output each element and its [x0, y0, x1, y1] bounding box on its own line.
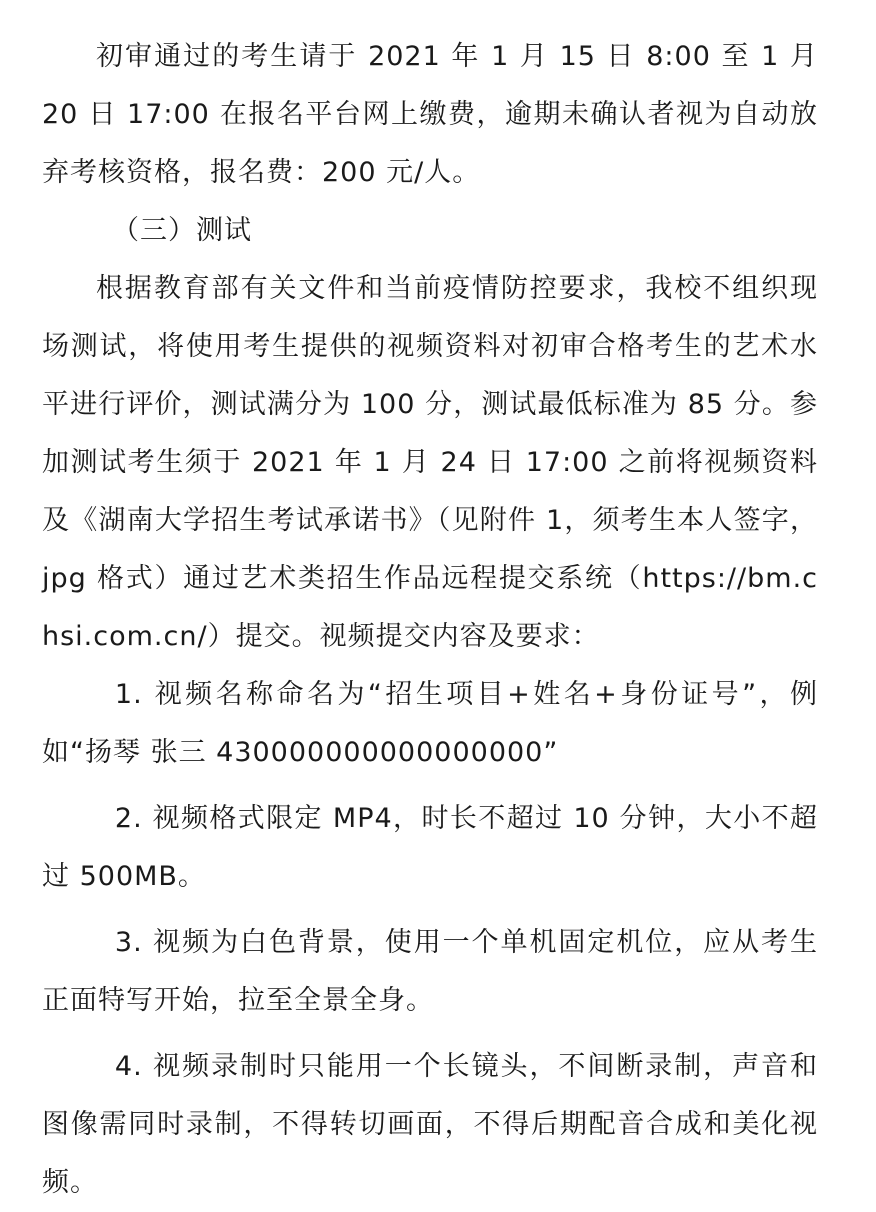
test-intro-paragraph: 根据教育部有关文件和当前疫情防控要求，我校不组织现场测试，将使用考生提供的视频资料对初审合格考生的艺术水平进行评价，测试满分为 100 分，测试最低标准为 85 分。参加测试考生须于 2021 年 1 月 24 日 17:00 之前将视频资料及《湖南大学招生考试承诺书》（见附件 1，须考生本人签字，jpg 格式）通过艺术类招生作品远程提交系统（https://bm.chsi.com.cn/）提交。视频提交内容及要求：: [42, 273, 818, 652]
requirement-item-1: 1. 视频名称命名为“招生项目+姓名+身份证号”，例如“扬琴 张三 430000000000000000”: [42, 679, 818, 768]
requirement-item-2: 2. 视频格式限定 MP4，时长不超过 10 分钟，大小不超过 500MB。: [42, 803, 818, 892]
document-body: [42, 28, 818, 1212]
requirement-item-4: 4. 视频录制时只能用一个长镜头，不间断录制，声音和图像需同时录制，不得转切画面，不得后期配音合成和美化视频。: [42, 1051, 818, 1198]
section-heading: （三）测试: [112, 215, 252, 246]
requirement-item-3: 3. 视频为白色背景，使用一个单机固定机位，应从考生正面特写开始，拉至全景全身。: [42, 927, 818, 1016]
payment-paragraph: 初审通过的考生请于 2021 年 1 月 15 日 8:00 至 1 月 20 日 17:00 在报名平台网上缴费，逾期未确认者视为自动放弃考核资格，报名费：200 元/人。: [42, 41, 818, 188]
